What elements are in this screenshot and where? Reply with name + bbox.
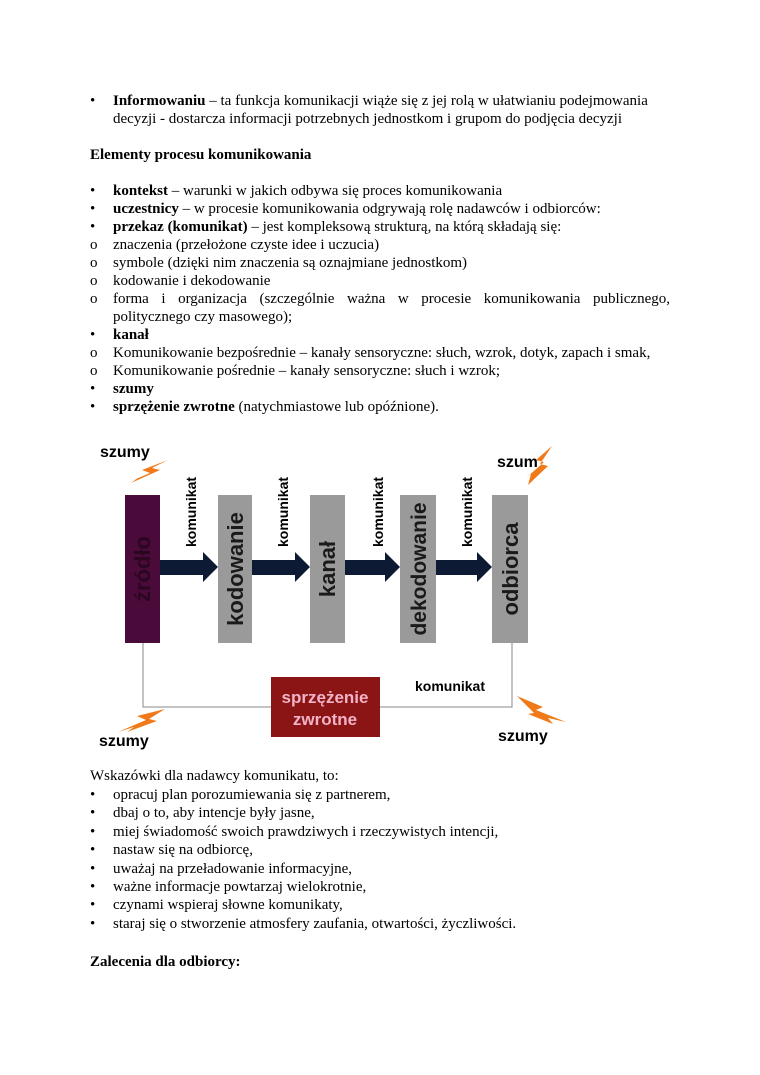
element-text	[113, 254, 467, 272]
arrow-2-label: komunikat	[275, 476, 291, 547]
elements-heading: Elementy procesu komunikowania	[90, 147, 312, 163]
element-description: politycznego czy masowego);	[113, 309, 293, 325]
hint-text: dbaj o to, aby intencje były jasne,	[113, 805, 315, 822]
element-description: Komunikowanie pośrednie – kanały sensoryczne: słuch i wzrok;	[113, 363, 500, 379]
intro-line-2: decyzji - dostarcza informacji potrzebnych jednostkom i grupom do podjęcia decyzji	[113, 111, 622, 127]
bullet-marker: •	[90, 823, 96, 840]
element-term: sprzężenie zwrotne	[113, 399, 235, 415]
bullet-marker: •	[90, 93, 96, 109]
arrow-3-label: komunikat	[370, 476, 386, 547]
hint-text: uważaj na przeładowanie informacyjne,	[113, 860, 353, 877]
box-decoding-label: dekodowanie	[408, 502, 431, 636]
noise-label-top-left: szumy	[100, 444, 150, 461]
noise-label-bottom-left: szumy	[99, 733, 149, 750]
feedback-komunikat-label: komunikat	[414, 678, 486, 694]
element-description: symbole (dzięki nim znaczenia są oznajmiane jednostkom)	[113, 255, 468, 271]
intro-term: Informowaniu	[113, 93, 206, 109]
element-description: Komunikowanie bezpośrednie – kanały sensoryczne: słuch, wzrok, dotyk, zapach i smak,	[113, 345, 651, 361]
element-description: forma i organizacja (szczególnie ważna w procesie komunikowania publicznego,	[113, 291, 670, 307]
bullet-marker: •	[90, 805, 96, 822]
element-description: kodowanie i dekodowanie	[113, 273, 271, 289]
element-text	[113, 218, 561, 236]
bullet-marker: •	[90, 787, 96, 803]
feedback-line-left	[143, 643, 271, 707]
box-encoding-label: kodowanie	[223, 512, 248, 626]
arrow-1-label: komunikat	[183, 476, 199, 547]
arrow-2	[252, 552, 310, 582]
box-channel-label: kanał	[315, 540, 340, 598]
intro-line-1-rest: – ta funkcja komunikacji wiąże się z jej rolą w ułatwianiu podejmowania	[205, 93, 648, 109]
element-description: (natychmiastowe lub opóźnione).	[234, 399, 439, 415]
element-text	[113, 398, 439, 416]
element-term: uczestnicy	[113, 201, 179, 217]
element-text	[113, 344, 650, 362]
hint-text: miej świadomość swoich prawdziwych i rzeczywistych intencji,	[113, 823, 499, 840]
communication-diagram	[0, 430, 760, 760]
list-marker: •	[90, 381, 96, 397]
lightning-icon-top-left	[122, 460, 168, 485]
element-term: kontekst	[113, 183, 169, 199]
hint-text: nastaw się na odbiorcę,	[113, 842, 253, 859]
bullet-marker: •	[90, 897, 96, 914]
list-marker: o	[90, 291, 98, 307]
bullet-marker: •	[90, 860, 96, 877]
lightning-icon-bottom-right	[517, 696, 566, 724]
list-marker: o	[90, 363, 98, 379]
arrow-3	[345, 552, 400, 582]
element-term: szumy	[113, 381, 154, 397]
intro-line-1	[113, 92, 670, 110]
element-text	[113, 326, 149, 344]
diagram-svg	[0, 430, 760, 760]
arrow-4	[436, 552, 492, 582]
bullet-marker: •	[90, 879, 96, 895]
list-marker: •	[90, 219, 96, 235]
box-receiver-label: odbiorca	[498, 522, 523, 616]
feedback-line-right	[380, 643, 512, 707]
list-marker: •	[90, 183, 96, 199]
element-text	[113, 308, 292, 326]
element-text	[113, 272, 270, 290]
element-text	[113, 182, 502, 200]
arrow-1	[160, 552, 218, 582]
bullet-marker: •	[90, 915, 96, 932]
element-description: – warunki w jakich odbywa się proces komunikowania	[168, 183, 503, 199]
list-marker: •	[90, 201, 96, 217]
list-marker: o	[90, 273, 98, 289]
hint-text: czynami wspieraj słowne komunikaty,	[113, 897, 343, 914]
element-text	[113, 290, 670, 308]
list-marker: o	[90, 255, 98, 271]
noise-label-top-right: szum	[497, 454, 538, 471]
list-marker: o	[90, 345, 98, 361]
hint-text: opracuj plan porozumiewania się z partnerem,	[113, 787, 391, 803]
element-description: – w procesie komunikowania odgrywają rolę nadawców i odbiorców:	[178, 201, 601, 217]
list-marker: o	[90, 237, 98, 253]
hints-title: Wskazówki dla nadawcy komunikatu, to:	[90, 768, 339, 784]
list-marker: •	[90, 399, 96, 415]
arrow-4-label: komunikat	[459, 476, 475, 547]
element-text	[113, 236, 379, 254]
element-text	[113, 362, 500, 380]
list-marker: •	[90, 327, 96, 343]
bullet-marker: •	[90, 842, 96, 859]
hint-text: staraj się o stworzenie atmosfery zaufania, otwartości, życzliwości.	[113, 915, 517, 932]
hint-text: ważne informacje powtarzaj wielokrotnie,	[113, 879, 367, 895]
noise-label-bottom-right: szumy	[498, 728, 548, 745]
element-term: przekaz (komunikat)	[113, 219, 248, 235]
box-source-label: źródło	[130, 536, 155, 602]
lightning-icon-bottom-left	[118, 709, 165, 732]
feedback-label-line-2: zwrotne	[292, 710, 358, 729]
element-description: – jest kompleksową strukturą, na którą składają się:	[247, 219, 562, 235]
element-text	[113, 200, 601, 218]
element-description: znaczenia (przełożone czyste idee i uczucia)	[113, 237, 380, 253]
recommendations-title: Zalecenia dla odbiorcy:	[90, 954, 241, 970]
feedback-label-line-1: sprzężenie	[281, 688, 369, 707]
element-text	[113, 380, 154, 398]
element-term: kanał	[113, 327, 149, 343]
